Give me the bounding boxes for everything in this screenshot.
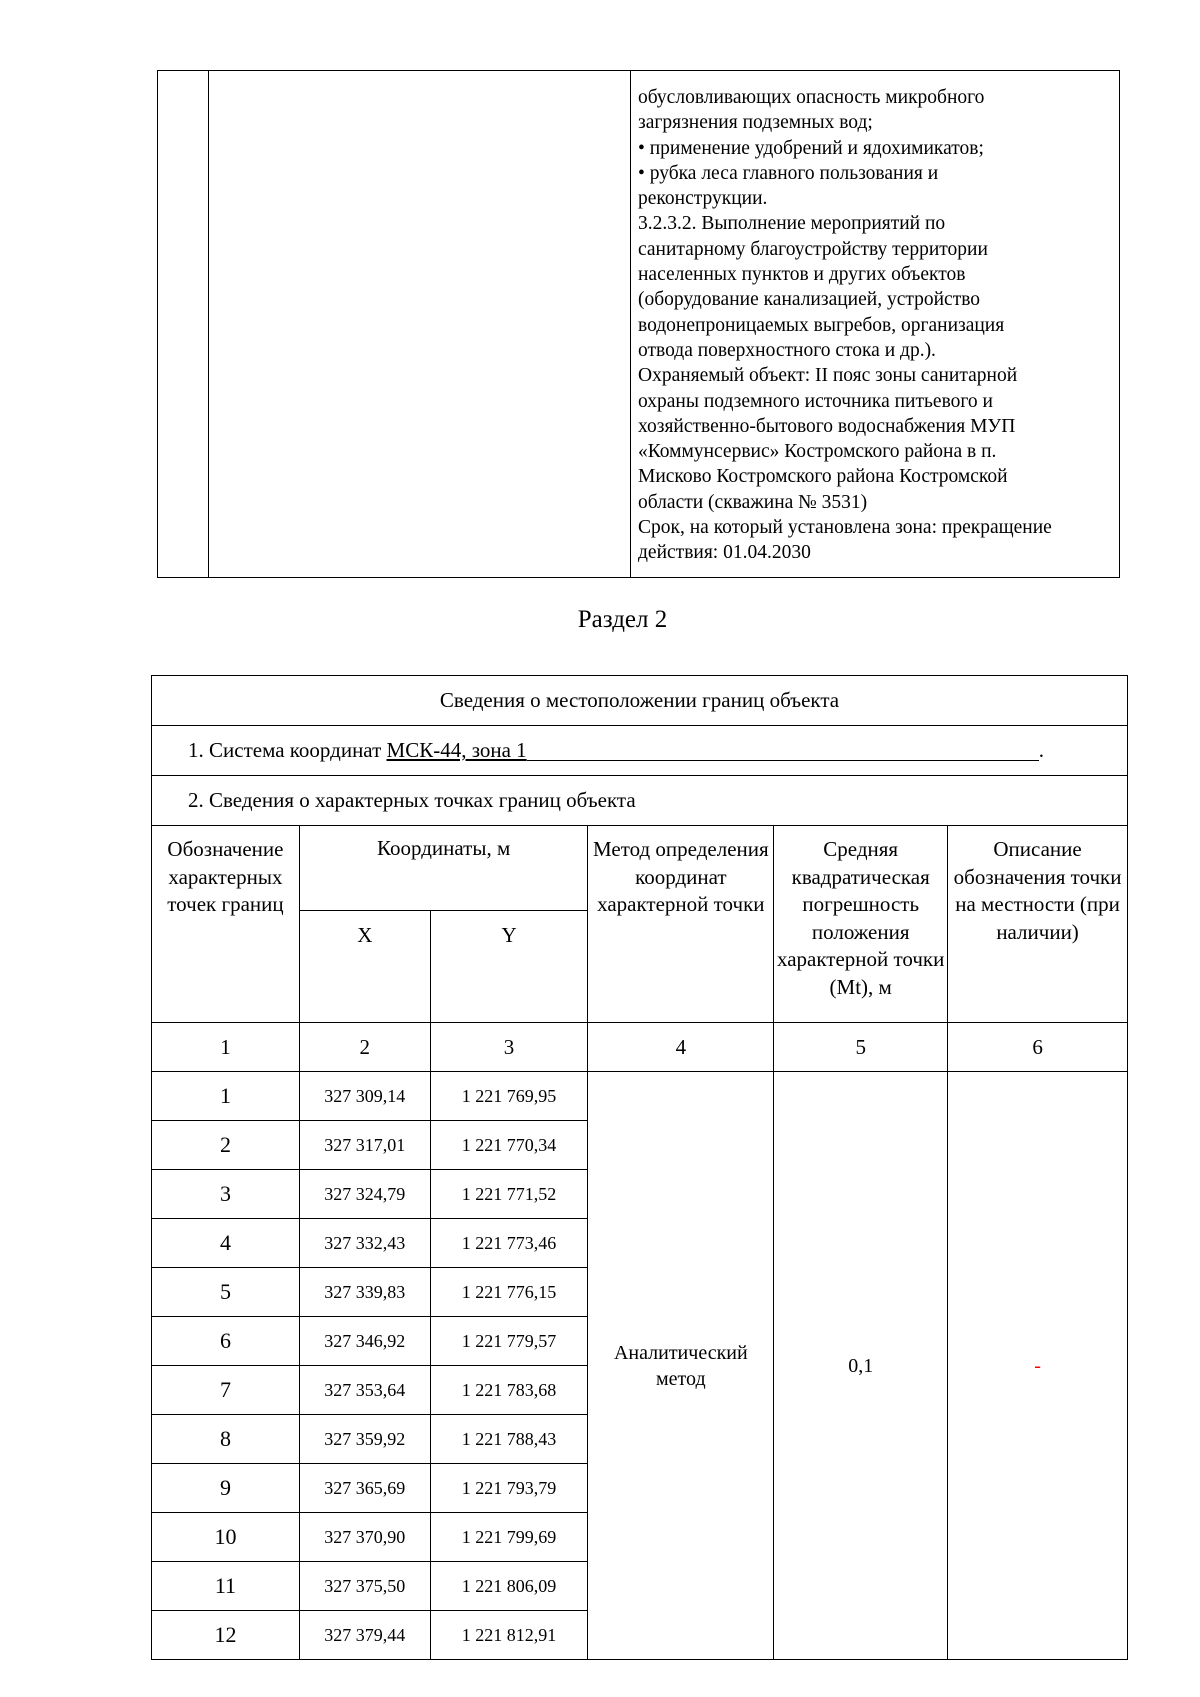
- y-value: 1 221 783,68: [430, 1366, 588, 1415]
- x-value: 327 332,43: [299, 1219, 430, 1268]
- point-number: 2: [152, 1121, 300, 1170]
- x-value: 327 353,64: [299, 1366, 430, 1415]
- point-number: 1: [152, 1072, 300, 1121]
- point-number: 12: [152, 1611, 300, 1660]
- continuation-table: [157, 70, 1120, 578]
- text-line: отвода поверхностного стока и др.).: [638, 339, 936, 361]
- y-value: 1 221 771,52: [430, 1170, 588, 1219]
- points-section-title: 2. Сведения о характерных точках границ объекта: [152, 776, 1128, 826]
- continuation-text-cell: [631, 71, 1120, 578]
- header-point: Обозначение характерных точек границ: [152, 826, 300, 1023]
- text-line: 3.2.3.2. Выполнение мероприятий по: [638, 213, 946, 235]
- x-value: 327 359,92: [299, 1415, 430, 1464]
- point-number: 8: [152, 1415, 300, 1464]
- y-value: 1 221 769,95: [430, 1072, 588, 1121]
- y-value: 1 221 770,34: [430, 1121, 588, 1170]
- boundary-points-table: [151, 675, 1128, 1660]
- continuation-col-2: [209, 71, 631, 578]
- x-value: 327 365,69: [299, 1464, 430, 1513]
- column-number: 1: [152, 1023, 300, 1072]
- method-cell: Аналитический метод: [588, 1072, 774, 1660]
- point-number: 7: [152, 1366, 300, 1415]
- text-line: «Коммунсервис» Костромского района в п.: [638, 441, 997, 463]
- continuation-col-1: [158, 71, 209, 578]
- coordinate-system-label: 1. Система координат: [188, 738, 382, 762]
- table-row: [152, 1072, 1128, 1121]
- point-number: 10: [152, 1513, 300, 1562]
- x-value: 327 309,14: [299, 1072, 430, 1121]
- coordinate-system-end: .: [1038, 738, 1044, 762]
- y-value: 1 221 812,91: [430, 1611, 588, 1660]
- y-value: 1 221 793,79: [430, 1464, 588, 1513]
- text-line: водонепроницаемых выгребов, организация: [638, 314, 1005, 336]
- x-value: 327 370,90: [299, 1513, 430, 1562]
- text-line: хозяйственно-бытового водоснабжения МУП: [638, 415, 1016, 437]
- x-value: 327 324,79: [299, 1170, 430, 1219]
- point-number: 6: [152, 1317, 300, 1366]
- column-number: 4: [588, 1023, 774, 1072]
- column-number: 5: [774, 1023, 948, 1072]
- y-value: 1 221 806,09: [430, 1562, 588, 1611]
- y-value: 1 221 779,57: [430, 1317, 588, 1366]
- header-y: Y: [430, 911, 588, 1023]
- text-line: обусловливающих опасность микробного: [638, 87, 985, 108]
- x-value: 327 339,83: [299, 1268, 430, 1317]
- table-title: Сведения о местоположении границ объекта: [152, 676, 1128, 726]
- text-line: • применение удобрений и ядохимикатов;: [638, 137, 984, 159]
- x-value: 327 375,50: [299, 1562, 430, 1611]
- text-line: санитарному благоустройству территории: [638, 238, 988, 260]
- description-dash: -: [1034, 1354, 1041, 1377]
- text-line: (оборудование канализацией, устройство: [638, 289, 981, 311]
- header-coordinates: Координаты, м: [299, 826, 588, 911]
- text-line: загрязнения подземных вод;: [638, 112, 873, 134]
- column-number: 2: [299, 1023, 430, 1072]
- header-error: Средняя квадратическая погрешность положения характерной точки (Mt), м: [774, 826, 948, 1023]
- text-line: области (скважина № 3531): [638, 491, 868, 513]
- text-line: реконструкции.: [638, 188, 768, 210]
- text-line: действия: 01.04.2030: [638, 542, 811, 564]
- y-value: 1 221 776,15: [430, 1268, 588, 1317]
- text-line: Мисково Костромского района Костромской: [638, 466, 1008, 488]
- point-number: 5: [152, 1268, 300, 1317]
- column-number: 6: [948, 1023, 1128, 1072]
- point-number: 9: [152, 1464, 300, 1513]
- header-description: Описание обозначения точки на местности (при наличии): [948, 826, 1128, 1023]
- text-line: населенных пунктов и других объектов: [638, 264, 966, 286]
- error-cell: 0,1: [774, 1072, 948, 1660]
- x-value: 327 379,44: [299, 1611, 430, 1660]
- text-line: • рубка леса главного пользования и: [638, 162, 939, 184]
- y-value: 1 221 773,46: [430, 1219, 588, 1268]
- x-value: 327 317,01: [299, 1121, 430, 1170]
- section-title: Раздел 2: [577, 606, 668, 633]
- text-line: охраны подземного источника питьевого и: [638, 390, 993, 412]
- column-number: 3: [430, 1023, 588, 1072]
- coordinate-system-row: [152, 726, 1128, 776]
- header-method: Метод определения координат характерной точки: [588, 826, 774, 1023]
- y-value: 1 221 788,43: [430, 1415, 588, 1464]
- description-cell: [948, 1072, 1128, 1660]
- underline-fill: [527, 740, 1039, 761]
- point-number: 11: [152, 1562, 300, 1611]
- point-number: 4: [152, 1219, 300, 1268]
- header-x: X: [299, 911, 430, 1023]
- coordinate-system-value: МСК-44, зона 1: [386, 738, 527, 762]
- point-number: 3: [152, 1170, 300, 1219]
- text-line: Охраняемый объект: II пояс зоны санитарной: [638, 365, 1018, 387]
- text-line: Срок, на который установлена зона: прекращение: [638, 517, 1052, 539]
- x-value: 327 346,92: [299, 1317, 430, 1366]
- y-value: 1 221 799,69: [430, 1513, 588, 1562]
